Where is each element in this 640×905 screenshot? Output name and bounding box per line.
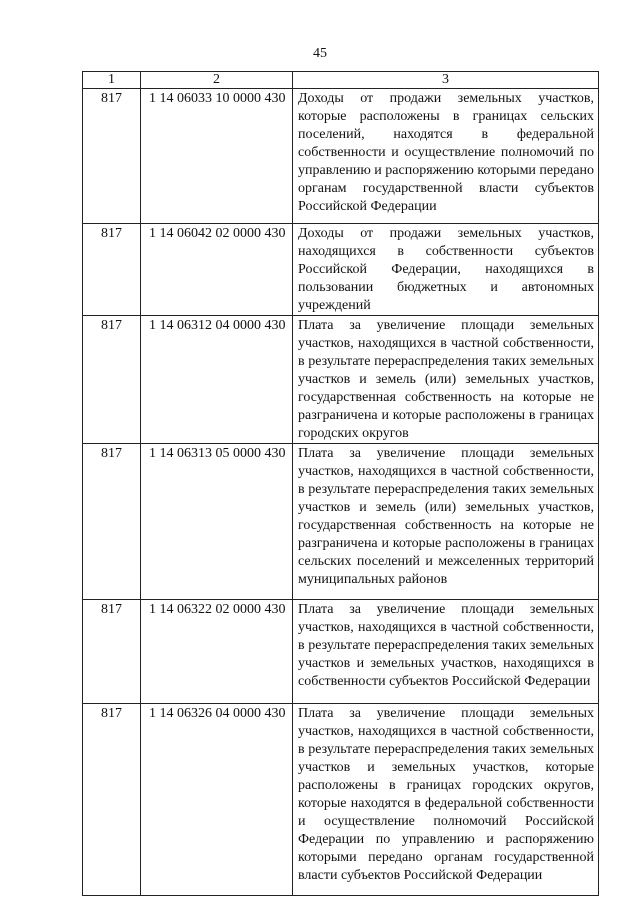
revenue-code-cell: 1 14 06042 02 0000 430 (141, 224, 293, 316)
admin-code-cell: 817 (83, 224, 141, 316)
table-row (83, 316, 599, 444)
admin-code-cell: 817 (83, 316, 141, 444)
table-row (83, 444, 599, 600)
revenue-code-cell: 1 14 06322 02 0000 430 (141, 600, 293, 704)
table-row (83, 704, 599, 896)
admin-code-cell: 817 (83, 444, 141, 600)
revenue-code-cell: 1 14 06326 04 0000 430 (141, 704, 293, 896)
table-row (83, 224, 599, 316)
column-header-3: 3 (293, 72, 599, 89)
admin-code-cell: 817 (83, 600, 141, 704)
admin-code-cell: 817 (83, 89, 141, 224)
revenue-code-cell: 1 14 06033 10 0000 430 (141, 89, 293, 224)
revenue-code-cell: 1 14 06313 05 0000 430 (141, 444, 293, 600)
revenue-name-cell: Плата за увеличение площади земельных участков, находящихся в частной собственности, в результате перераспределения таких земельных участков и земель (или) земельных участков, государственная собственность на которые не разграничена и которые расположены в границах городских округов (293, 316, 599, 444)
revenue-name-cell: Плата за увеличение площади земельных участков, находящихся в частной собственности, в результате перераспределения таких земельных участков и земельных участков, которые расположены в границах городских округов, которые находятся в федеральной собственности и осуществление полномочий Российской Федерации по управлению и распоряжению которыми передано органам государственной власти субъектов Российской Федерации (293, 704, 599, 896)
table-row (83, 600, 599, 704)
revenue-name-cell: Плата за увеличение площади земельных участков, находящихся в частной собственности, в результате перераспределения таких земельных участков и земель (или) земельных участков, государственная собственность на которые не разграничена и которые расположены в границах сельских поселений и межселенных территорий муниципальных районов (293, 444, 599, 600)
revenue-name-cell: Доходы от продажи земельных участков, которые расположены в границах сельских поселений, находятся в федеральной собственности и осуществление полномочий по управлению и распоряжению которыми передано органам государственной власти субъектов Российской Федерации (293, 89, 599, 224)
page-number: 45 (313, 46, 327, 61)
column-header-1: 1 (83, 72, 141, 89)
revenue-name-cell: Доходы от продажи земельных участков, находящихся в собственности субъектов Российской Федерации, находящихся в пользовании бюджетных и автономных учреждений (293, 224, 599, 316)
revenue-name-cell: Плата за увеличение площади земельных участков, находящихся в частной собственности, в результате перераспределения таких земельных участков и земельных участков, находящихся в собственности субъектов Российской Федерации (293, 600, 599, 704)
column-header-2: 2 (141, 72, 293, 89)
table-row (83, 89, 599, 224)
revenue-code-cell: 1 14 06312 04 0000 430 (141, 316, 293, 444)
table-header-row (83, 72, 599, 89)
revenue-codes-table (82, 71, 599, 896)
admin-code-cell: 817 (83, 704, 141, 896)
